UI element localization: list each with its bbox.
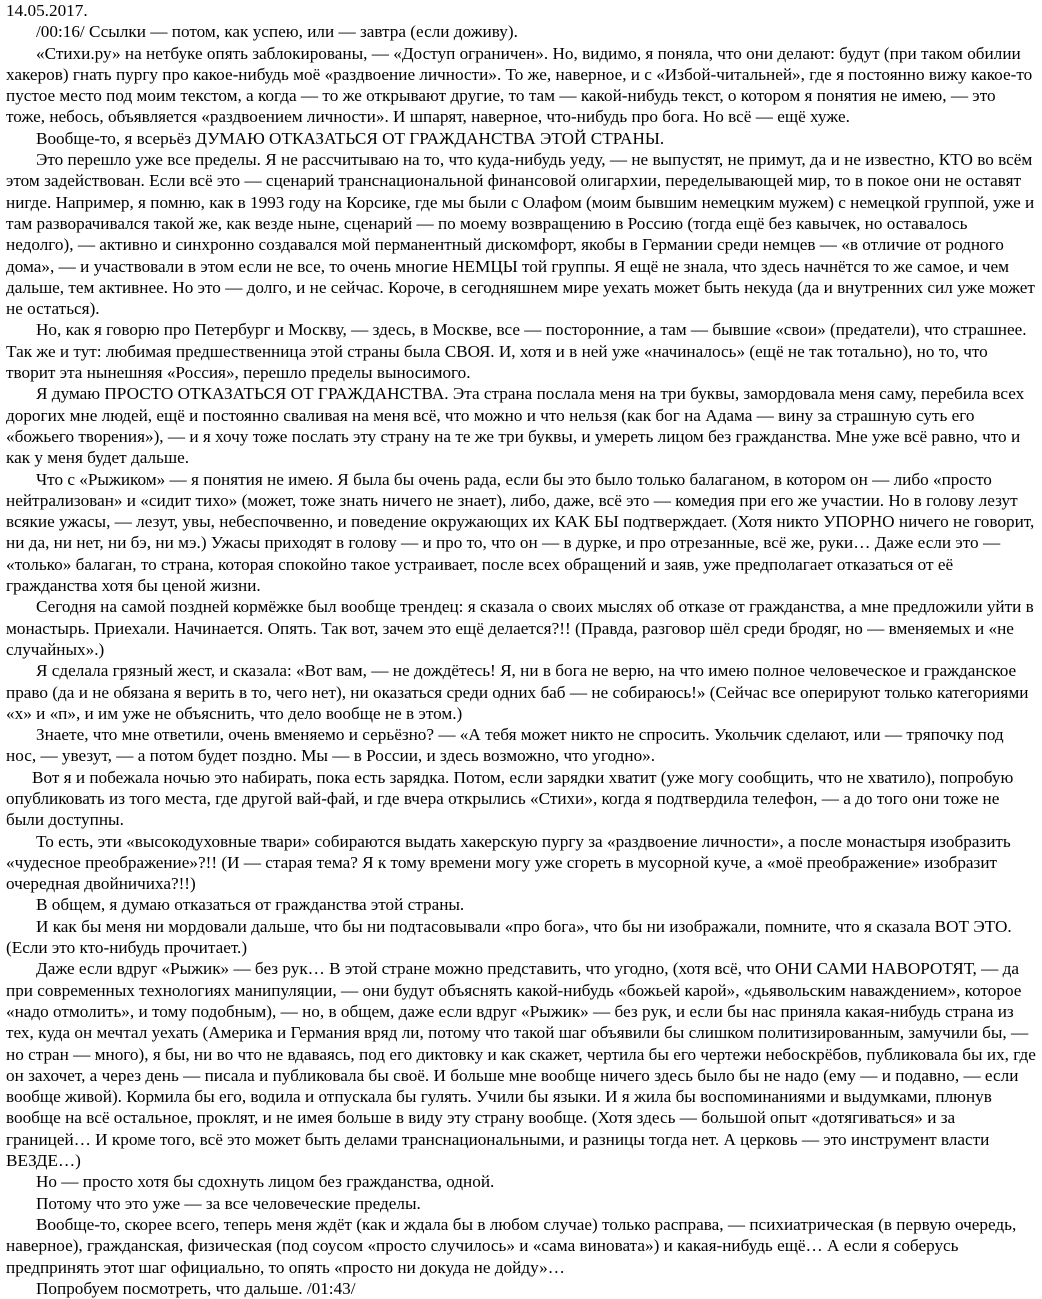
- paragraph: Я думаю ПРОСТО ОТКАЗАТЬСЯ ОТ ГРАЖДАНСТВА. Эта страна послала меня на три буквы, замордовала меня саму, перебила всех дорогих мне людей, ещё и постоянно сваливая на меня всё, что можно и что нельзя (как бог на Адама — вину за страшную суть его «божьего творения»), — и я хочу тоже послать эту страну на те же три буквы, и умереть лицом без гражданства. Мне уже всё равно, что и как у меня будет дальше.: [6, 384, 1025, 468]
- paragraph: И как бы меня ни мордовали дальше, что бы ни подтасовывали «про бога», что бы ни изображали, помните, что я сказала ВОТ ЭТО. (Если это кто-нибудь прочитает.): [6, 916, 1012, 958]
- paragraph: Я сделала грязный жест, и сказала: «Вот вам, — не дождётесь! Я, ни в бога не верю, на что имею полное человеческое и гражданское право (да и не обязана я верить в то, чего нет), ни оказаться среди одних баб — не собираюсь!» (Сейчас все оперируют только категориями «х» и «п», и им уже не объяснить, что дело вообще не в этом.): [6, 661, 1029, 723]
- paragraph: Это перешло уже все пределы. Я не рассчитываю на то, что куда-нибудь уеду, — не выпустят, не примут, да и не известно, КТО во всём этом задействован. Если всё это — сценарий транснациональной финансовой олигархии, переделывающей мир, то в покое они не оставят нигде. Например, я помню, как в 1993 году на Корсике, где мы были с Олафом (моим бывшим немецким мужем) с немецкой группой, уже и там разворачивался такой же, как везде ныне, сценарий — по моему возвращению в Россию (тогда ещё без кавычек, но оставалось недолго), — активно и синхронно создавался мой перманентный дискомфорт, якобы в Германии среди немцев — «в отличие от родного дома», — и участвовали в этом если не все, то очень многие НЕМЦЫ той группы. Я ещё не знала, что здесь начнётся то же самое, и чем дальше, тем активнее. Но это — долго, и не сейчас. Короче, в сегодняшнем мире уехать может быть некуда (да и внутренних сил уже может не остаться).: [6, 150, 1035, 319]
- paragraph: Сегодня на самой поздней кормёжке был вообще трендец: я сказала о своих мыслях об отказе от гражданства, а мне предложили уйти в монастырь. Приехали. Начинается. Опять. Так вот, зачем это ещё делается?!! (Правда, разговор шёл среди бродяг, но — вменяемых и «не случайных».): [6, 597, 1034, 659]
- paragraph: Знаете, что мне ответили, очень вменяемо и серьёзно? — «А тебя может никто не спросить. Укольчик сделают, или — тряпочку под нос, — увезут, — а потом будет поздно. Мы — в России, и здесь возможно, что угодно».: [6, 725, 1004, 766]
- paragraph: Что с «Рыжиком» — я понятия не имею. Я была бы очень рада, если бы это было только балаганом, в котором он — либо «просто нейтрализован» и «сидит тихо» (может, тоже знать ничего не знает), либо, даже, всё это — комедия при его же участии. Но в голову лезут всякие ужасы, — лезут, увы, небеспочвенно, и поведение окружающих их КАК БЫ подтверждает. (Хотя никто УПОРНО ничего не говорит, ни да, ни нет, ни бэ, ни мэ.) Ужасы приходят в голову — и про то, что он — в дурке, и про отрезанные, всё же, руки… Даже если это — «только» балаган, то страна, которая спокойно такое устраивает, после всех обращений и заяв, уже предполагает отказаться от её гражданства хотя бы ценой жизни.: [6, 469, 1035, 596]
- paragraph: Вот я и побежала ночью это набирать, пока есть зарядка. Потом, если зарядки хватит (уже могу сообщить, что не хватило), попробую опубликовать из того места, где другой вай-фай, и где вчера открылись «Стихи», когда я подтвердила телефон, — а до того они тоже не были доступны.: [6, 767, 1014, 830]
- paragraph: /00:16/ Ссылки — потом, как успею, или — завтра (если доживу).: [36, 22, 518, 42]
- paragraph: Вообще-то, скорее всего, теперь меня ждёт (как и ждала бы в любом случае) только расправа, — психиатрическая (в первую очередь, наверное), гражданская, физическая (под соусом «просто случилось» и «сама виновата») и какая-нибудь ещё… А если я соберусь предпринять этот шаг официально, то опять «просто ни докуда не дойду»…: [6, 1214, 1017, 1277]
- paragraph: Даже если вдруг «Рыжик» — без рук… В этой стране можно представить, что угодно, (хотя всё, что ОНИ САМИ НАВОРОТЯТ, — да при современных технологиях манипуляции, — они будут объяснять какой-нибудь «божьей карой», «дьявольским наваждением», которое «надо отмолить», и тому подобным), — но, в общем, даже если вдруг «Рыжик» — без рук, и если бы нас приняла какая-нибудь страна из тех, куда он мечтал уехать (Америка и Германия вряд ли, потому что такой шаг объявили бы слишком политизированным, замучили бы, — но стран — много), я бы, ни во что не вдаваясь, под его диктовку и как скажет, чертила бы его чертежи небоскрёбов, публиковала бы их, где он захочет, а через день — писала и публиковала бы своё. И больше мне вообще ничего здесь было бы не надо (ему — и подавно, — если вообще живой). Кормила бы его, водила и отпускала бы гулять. Учили бы языки. И я жила бы воспоминаниями и выдумками, плюнув вообще на всё остальное, проклят, и не имея больше в виду эту страну вообще. (Хотя здесь — большой опыт «дотягиваться» и за границей… И кроме того, всё это может быть делами транснациональными, и разницы тогда нет. А церковь — это инструмент власти ВЕЗДЕ…): [6, 959, 1036, 1171]
- paragraph: Но — просто хотя бы сдохнуть лицом без гражданства, одной.: [36, 1172, 495, 1192]
- paragraph: Вообще-то, я всерьёз ДУМАЮ ОТКАЗАТЬСЯ ОТ ГРАЖДАНСТВА ЭТОЙ СТРАНЫ.: [36, 128, 665, 148]
- paragraph: Попробуем посмотреть, что дальше. /01:43/: [36, 1278, 356, 1298]
- document-body: [6, 21, 1036, 1299]
- paragraph: То есть, эти «высокодуховные твари» собираются выдать хакерскую пургу за «раздвоение личности», а после монастыря изобразить «чудесное преображение»?!! (И — старая тема? Я к тому времени могу уже сгореть в мусорной куче, а «моё преображение» изобразит очередная двойничиха?!!): [6, 831, 1011, 894]
- paragraph: Но, как я говорю про Петербург и Москву, — здесь, в Москве, все — посторонние, а там — бывшие «свои» (предатели), что страшнее. Так же и тут: любимая предшественница этой страны была СВОЯ. И, хотя и в ней уже «начиналось» (ещё не так тотально), но то, что творит эта нынешняя «Россия», перешло пределы выносимого.: [6, 320, 1027, 383]
- paragraph: Потому что это уже — за все человеческие пределы.: [36, 1193, 421, 1213]
- paragraph: «Стихи.ру» на нетбуке опять заблокированы, — «Доступ ограничен». Но, видимо, я поняла, что они делают: будут (при таком обилии хакеров) гнать пургу про какое-нибудь моё «раздвоение личности». То же, наверное, и с «Избой-читальней», где я постоянно вижу какое-то пустое место под моим текстом, а когда — то же открывают другие, то там — какой-нибудь текст, о котором я понятия не имею, — это тоже, небось, объявляется «раздвоением личности». И шпарят, наверное, что-нибудь про бога. Но всё — ещё хуже.: [6, 43, 1033, 127]
- paragraph: В общем, я думаю отказаться от гражданства этой страны.: [36, 895, 465, 915]
- document-date: 14.05.2017.: [6, 1, 88, 20]
